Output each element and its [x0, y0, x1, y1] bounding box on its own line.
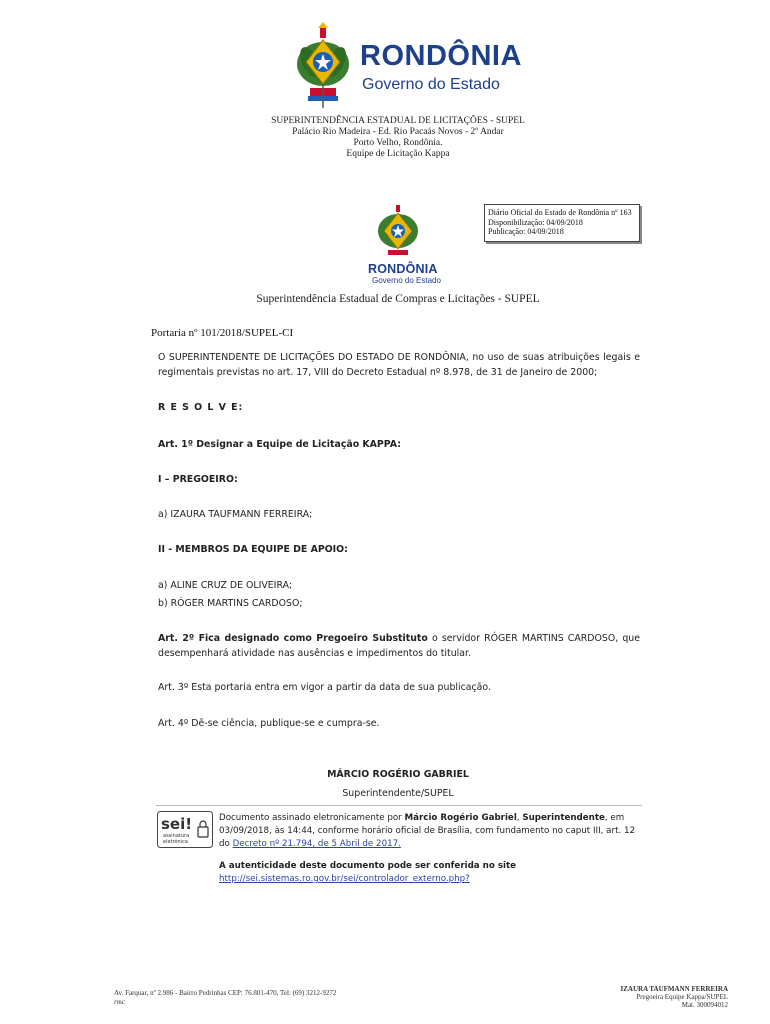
header-line-3: Porto Velho, Rondônia.: [353, 138, 443, 148]
sei-signer: Márcio Rogério Gabriel: [404, 813, 517, 823]
header-line-4: Equipe de Licitação Kappa: [346, 149, 450, 159]
sei-text-mid: , em 03/09/2018, às 14:44, conforme horário oficial de Brasília, com fundamento no caput III, art. 12 do: [219, 813, 636, 849]
brand-subtitle-small: Governo do Estado: [372, 276, 441, 285]
official-gazette-box: [484, 204, 640, 242]
coat-of-arms-icon: [290, 22, 356, 114]
pregoeiro-item-a: a) IZAURA TAUFMANN FERREIRA;: [158, 509, 313, 520]
rondonia-logo-header: [290, 22, 522, 114]
support-item-a: a) ALINE CRUZ DE OLIVEIRA;: [158, 580, 293, 591]
article-2-label: Art. 2º Fica designado como Pregoeiro Substituto: [158, 633, 428, 644]
brand-name: RONDÔNIA: [360, 40, 522, 72]
article-3: Art. 3º Esta portaria entra em vigor a partir da data de sua publicação.: [158, 682, 491, 693]
footer-signatory-mat: Mat. 300094012: [681, 1001, 728, 1009]
signature-divider: [156, 805, 642, 806]
gazette-publication: Publicação: 04/09/2018: [488, 227, 564, 236]
article-4: Art. 4º Dê-se ciência, publique-se e cumpra-se.: [158, 718, 380, 729]
sei-text-prefix: Documento assinado eletronicamente por: [219, 813, 405, 823]
coat-of-arms-small-icon: [370, 203, 426, 259]
brand-name-small: RONDÔNIA: [368, 262, 438, 276]
resolve-heading: R E S O L V E:: [158, 402, 244, 413]
supel-title: Superintendência Estadual de Compras e Licitações - SUPEL: [256, 293, 540, 305]
brand-subtitle: Governo do Estado: [362, 76, 500, 93]
sei-logo-sub2: eletrônica: [163, 839, 188, 845]
header-line-2: Palácio Rio Madeira - Ed. Rio Pacaás Novos - 2º Andar: [292, 127, 504, 137]
footer-signatory-role: Pregoeira Equipe Kappa/SUPEL: [636, 993, 728, 1001]
signer-role: Superintendente/SUPEL: [342, 788, 454, 799]
footer-address: Av. Farquar, nº 2.986 - Bairro Pedrinhas CEP: 76.801-470, Tel: (69) 3212-9272: [114, 989, 337, 997]
article-1: Art. 1º Designar a Equipe de Licitação KAPPA:: [158, 439, 401, 450]
authenticity-note: [219, 860, 639, 886]
sei-signature-icon: [157, 811, 213, 848]
gazette-edition: Diário Oficial do Estado de Rondônia nº 163: [488, 208, 632, 217]
gazette-availability: Disponibilização: 04/09/2018: [488, 217, 583, 227]
footer-initials: rmc: [114, 998, 125, 1006]
footer-signatory-name: IZAURA TAUFMANN FERREIRA: [620, 985, 728, 993]
intro-paragraph: O SUPERINTENDENTE DE LICITAÇÕES DO ESTADO DE RONDÔNIA, no uso de suas atribuições legais e regimentais previstas no art. 17, VIII do Decreto Estadual nº 8.978, de 31 de Janeiro de 2000;: [158, 352, 640, 378]
sei-logo-text: sei!: [161, 815, 193, 833]
portaria-number: Portaria nº 101/2018/SUPEL-CI: [151, 327, 294, 339]
article-2-text: o servidor RÓGER MARTINS CARDOSO, que desempenhará atividade nas ausências e impedimentos do titular.: [158, 633, 640, 659]
signer-name: MÁRCIO ROGÉRIO GABRIEL: [327, 769, 469, 780]
decree-link[interactable]: Decreto nº 21.794, de 5 Abril de 2017.: [232, 839, 401, 849]
sei-role: Superintendente: [522, 813, 605, 823]
support-item-b: b) RÓGER MARTINS CARDOSO;: [158, 598, 303, 609]
authenticity-link[interactable]: http://sei.sistemas.ro.gov.br/sei/controlador_externo.php?: [219, 874, 470, 884]
electronic-signature-note: [219, 812, 639, 851]
sei-logo-sub1: assinatura: [163, 833, 190, 839]
section-support-team: II - MEMBROS DA EQUIPE DE APOIO:: [158, 544, 348, 555]
header-line-1: SUPERINTENDÊNCIA ESTADUAL DE LICITAÇÕES - SUPEL: [271, 116, 525, 126]
section-pregoeiro: I – PREGOEIRO:: [158, 474, 238, 485]
authenticity-text: A autenticidade deste documento pode ser conferida no site: [219, 861, 517, 871]
sei-logo: [157, 811, 213, 848]
article-2: [158, 631, 640, 661]
sei-comma: ,: [516, 813, 523, 823]
footer-address-block: [114, 989, 414, 1007]
footer-signatory: [540, 985, 728, 1009]
rondonia-logo-small: [362, 203, 442, 285]
